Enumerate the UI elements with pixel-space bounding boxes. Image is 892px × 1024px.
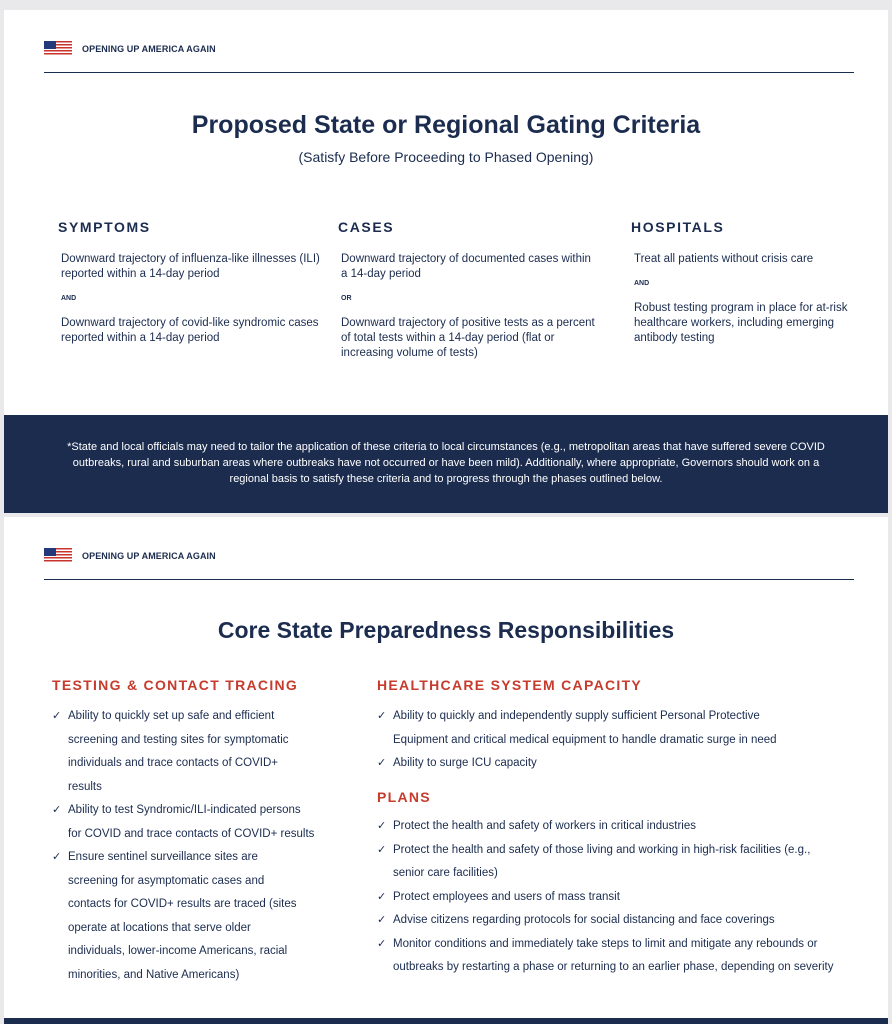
criterion-connector: AND (61, 295, 77, 302)
healthcare-checklist (377, 705, 877, 776)
page-title: Proposed State or Regional Gating Criteria (191, 111, 701, 139)
next-slide-edge (4, 1018, 888, 1024)
section-heading-healthcare: HEALTHCARE SYSTEM CAPACITY (377, 677, 643, 693)
checklist-line: ✓ Advise citizens regarding protocols for social distancing and face coverings (377, 909, 882, 933)
checklist-line: ✓ Protect the health and safety of workers in critical industries (377, 815, 882, 839)
checklist-line: Equipment and critical medical equipment to handle dramatic surge in need (393, 733, 777, 746)
us-flag-icon (44, 548, 72, 563)
checklist-line: minorities, and Native Americans) (68, 968, 240, 981)
page-title: Core State Preparedness Responsibilities (217, 617, 675, 643)
check-icon: ✓ (377, 710, 387, 722)
checklist-line: for COVID and trace contacts of COVID+ results (68, 827, 315, 840)
checklist-line: ✓ Ability to quickly and independently supply sufficient Personal Protective (377, 705, 877, 729)
column-heading: SYMPTOMS (58, 219, 151, 235)
checklist-line: operate at locations that serve older (68, 921, 251, 934)
checklist-line: ✓ Protect employees and users of mass transit (377, 886, 882, 910)
page-subtitle: (Satisfy Before Proceeding to Phased Opening) (298, 149, 594, 165)
checklist-line: ✓ Protect the health and safety of those living and working in high-risk facilities (e.g., (377, 839, 882, 863)
checklist-line: senior care facilities) (393, 867, 498, 879)
footnote-text: *State and local officials may need to tailor the application of these criteria to local circumstances (e.g., metropolitan areas that have suffered severe COVID outbreaks, rural and suburban areas where outbreaks have not occurred or have been mild). Additionally, where appropriate, Governors should work on a regional basis to satisfy these criteria and to progress through the phases outlined below. (67, 441, 825, 485)
criteria-column-symptoms (58, 219, 320, 346)
checklist-line: results (68, 780, 102, 793)
plans-checklist (377, 815, 882, 980)
criteria-column-cases (338, 219, 600, 361)
section-heading-testing: TESTING & CONTACT TRACING (52, 677, 299, 693)
check-icon: ✓ (377, 757, 387, 769)
check-icon: ✓ (377, 890, 387, 903)
check-icon: ✓ (377, 914, 387, 926)
check-icon: ✓ (52, 851, 62, 863)
column-heading: HOSPITALS (631, 219, 725, 235)
slide-gating-criteria (4, 10, 888, 513)
check-icon: ✓ (52, 804, 62, 816)
brand-header (44, 548, 216, 563)
criterion-text: Downward trajectory of influenza-like illnesses (ILI) reported within a 14-day period (61, 253, 320, 280)
header-divider (44, 579, 854, 580)
slide-preparedness (4, 517, 888, 1018)
checklist-line: outbreaks by restarting a phase or returning to an earlier phase, depending on severity (393, 961, 834, 973)
checklist-line: individuals and trace contacts of COVID+ (68, 757, 278, 769)
criterion-connector: OR (341, 295, 352, 302)
checklist-line: ✓ Monitor conditions and immediately take steps to limit and mitigate any rebounds or (377, 933, 882, 957)
header-divider (44, 72, 854, 73)
criterion-text: Treat all patients without crisis care (634, 253, 814, 265)
testing-checklist (52, 705, 352, 987)
checklist-line: ✓ Ability to test Syndromic/ILI-indicated persons (52, 799, 352, 823)
brand-title: OPENING UP AMERICA AGAIN (82, 43, 216, 54)
criterion-text: Downward trajectory of documented cases within a 14-day period (341, 253, 591, 280)
section-heading-plans: PLANS (377, 789, 431, 805)
criterion-connector: AND (634, 280, 650, 287)
criterion-text: Downward trajectory of positive tests as a percent of total tests within a 14-day period (flat or increasing volume of tests) (341, 317, 595, 359)
check-icon: ✓ (377, 843, 387, 856)
check-icon: ✓ (52, 710, 62, 722)
criteria-column-hospitals (631, 219, 853, 346)
checklist-line: screening for asymptomatic cases and (68, 874, 265, 887)
brand-header (44, 41, 216, 56)
us-flag-icon (44, 41, 72, 56)
checklist-line: screening and testing sites for symptomatic (68, 733, 289, 746)
check-icon: ✓ (377, 937, 387, 950)
footnote-band (4, 415, 888, 513)
checklist-line: contacts for COVID+ results are traced (sites (68, 898, 297, 910)
criterion-text: Robust testing program in place for at-risk healthcare workers, including emerging antibody testing (634, 302, 848, 344)
check-icon: ✓ (377, 820, 387, 832)
checklist-line: individuals, lower-income Americans, racial (68, 945, 288, 957)
criterion-text: Downward trajectory of covid-like syndromic cases reported within a 14-day period (61, 317, 319, 344)
checklist-line: ✓ Ensure sentinel surveillance sites are (52, 846, 352, 870)
column-heading: CASES (338, 219, 395, 235)
checklist-line: ✓ Ability to surge ICU capacity (377, 752, 877, 776)
checklist-line: ✓ Ability to quickly set up safe and efficient (52, 705, 352, 729)
brand-title: OPENING UP AMERICA AGAIN (82, 550, 216, 561)
